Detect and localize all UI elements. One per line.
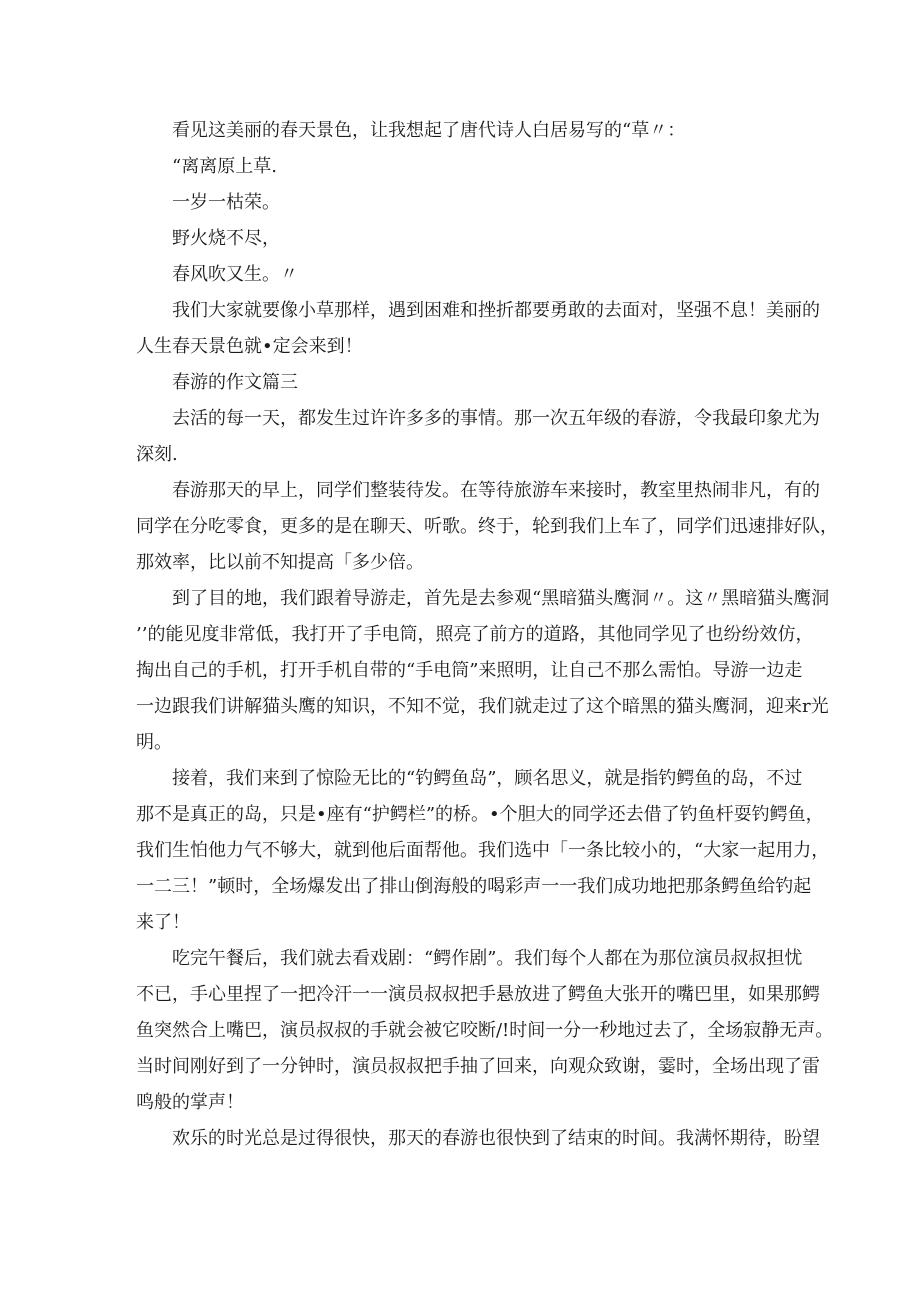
paragraph-line: 一边跟我们讲解猫头鹰的知识，不知不觉，我们就走过了这个暗黑的猫头鹰洞，迎来r光 <box>136 696 829 717</box>
paragraph-line: 鸣般的掌声！ <box>136 1092 244 1113</box>
paragraph-line: 深刻. <box>136 444 178 465</box>
paragraph-line: 来了！ <box>136 912 190 933</box>
paragraph-line: 接着，我们来到了惊险无比的“钓鳄鱼岛”，顾名思义，就是指钓鳄鱼的岛，不过 <box>172 768 803 789</box>
poem-line: “离离原上草. <box>172 156 277 177</box>
poem-line: 野火烧不尽， <box>172 228 280 249</box>
paragraph-line: 去活的每一天，都发生过许许多多的事情。那一次五年级的春游，令我最印象尤为 <box>172 408 820 429</box>
paragraph-intro-line: 看见这美丽的春天景色，让我想起了唐代诗人白居易写的“草〃： <box>172 120 686 141</box>
poem-line: 春风吹又生。〃 <box>172 264 298 285</box>
paragraph-line: 我们大家就要像小草那样，遇到困难和挫折都要勇敢的去面对，坚强不息！美丽的 <box>172 300 820 321</box>
paragraph-line: ’’的能见度非常低，我打开了手电筒，照亮了前方的道路，其他同学见了也纷纷效仿， <box>136 624 814 645</box>
paragraph-line: 同学在分吃零食，更多的是在聊天、听歌。终于，轮到我们上车了，同学们迅速排好队， <box>136 516 838 537</box>
paragraph-line: 鱼突然合上嘴巴，演员叔叔的手就会被它咬断/!时间一分一秒地过去了，全场寂静无声。 <box>136 1020 834 1041</box>
paragraph-line: 欢乐的时光总是过得很快，那天的春游也很快到了结束的时间。我满怀期待，盼望 <box>172 1128 820 1149</box>
paragraph-line: 不已，手心里捏了一把冷汗一一演员叔叔把手悬放进了鳄鱼大张开的嘴巴里，如果那鳄 <box>136 984 820 1005</box>
paragraph-line: 到了目的地，我们跟着导游走，首先是去参观“黑暗猫头鹰洞〃。这〃黑暗猫头鹰洞 <box>172 588 830 609</box>
paragraph-line: 当时间刚好到了一分钟时，演员叔叔把手抽了回来，向观众致谢，霎时，全场出现了雷 <box>136 1056 820 1077</box>
paragraph-line: 人生春天景色就•定会来到！ <box>136 336 363 357</box>
paragraph-line: 掏出自己的手机，打开手机自带的“手电筒”来照明，让自己不那么需怕。导游一边走 <box>136 660 803 681</box>
paragraph-line: 我们生怕他力气不够大，就到他后面帮他。我们选中「一条比较小的，“大家一起用力， <box>136 840 830 861</box>
document-body <box>136 113 838 1157</box>
paragraph-line: 春游那天的早上，同学们整装待发。在等待旅游车来接时，教室里热闹非凡，有的 <box>172 480 820 501</box>
paragraph-line: 一二三！”顿时，全场爆发出了排山倒海般的喝彩声一一我们成功地把那条鳄鱼给钓起 <box>136 876 812 897</box>
paragraph-line: 那效率，比以前不知提高「多少倍。 <box>136 552 424 573</box>
paragraph-line: 明。 <box>136 732 172 753</box>
paragraph-line: 吃完午餐后，我们就去看戏剧：“鳄作剧”。我们每个人都在为那位演员叔叔担忧 <box>172 948 803 969</box>
section-heading: 春游的作文篇三 <box>172 372 298 393</box>
poem-line: 一岁一枯荣。 <box>172 192 280 213</box>
paragraph-line: 那不是真正的岛，只是•座有“护鳄栏”的桥。•个胆大的同学还去借了钓鱼杆耍钓鳄鱼， <box>136 804 824 825</box>
